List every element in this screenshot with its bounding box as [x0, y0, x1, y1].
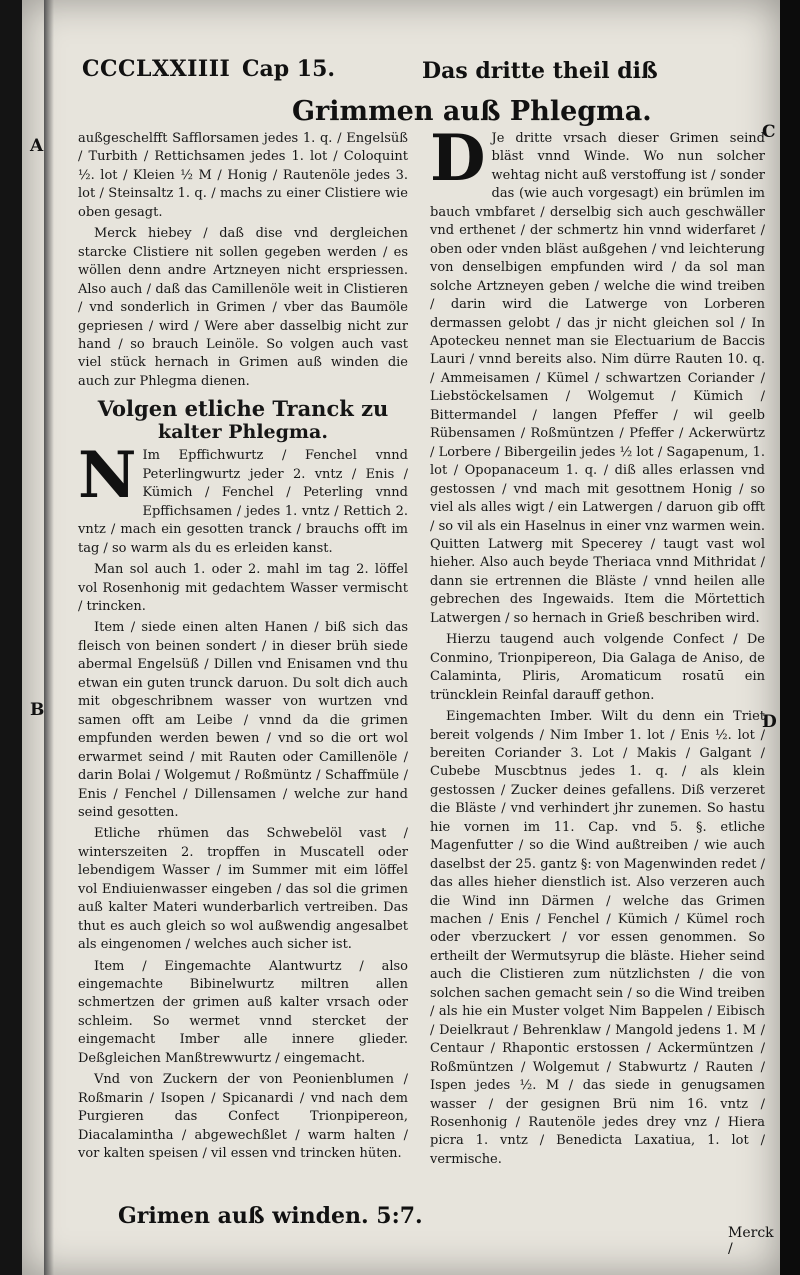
chapter-label: Cap 15. [242, 56, 336, 82]
drop-cap-n: N [78, 438, 137, 514]
left-paragraph-5: Item / siede einen alten Hanen / biß sich das fleisch von beinen sondert / in dieser brüh siede abermal Engelsüß / Dillen vnd Enisamen vnd thu etwan ein guten trunck daruon. Du solt dich auch mit obgeschribnem wasser von wurtzen vnd samen offt am Leibe / vnnd da die grimen empfunden werden bewen / vnd so die ort wol erwarmet seind / mit Rauten oder Camillenöle / darin Bolai / Wolgemut / Roßmüntz / Schaffmüle / Enis / Fenchel / Dillensamen / welche zur hand seind gesotten. [78, 620, 408, 820]
page-fold-shadow [44, 0, 54, 1275]
margin-letter-b: B [30, 700, 45, 720]
page-header [52, 56, 752, 96]
right-paragraph-1 [430, 121, 765, 628]
margin-letter-a: A [30, 136, 44, 156]
left-paragraph-3-text: Im Epffichwurtz / Fenchel vnnd Peterlingwurtz jeder 2. vntz / Enis / Kümich / Fenchel / Peterling vnnd Epffichsamen / jedes 1. vntz / Rettich 2. vntz / mach ein gesotten tranck / brauchs offt im tag / so warm als du es erleiden kanst. [78, 448, 408, 556]
book-gutter-shadow [0, 0, 22, 1275]
left-column [78, 130, 408, 1167]
left-paragraph-8: Vnd von Zuckern der von Peonienblumen / Roßmarin / Isopen / Spicanardi / vnd nach dem Purgieren das Confect Trionpipereon, Diacalamintha / abgewechßlet / warm halten / vor kalten speisen / vil essen vnd trincken hüten. [78, 1072, 408, 1162]
margin-letter-c: C [762, 122, 776, 142]
left-paragraph-6: Etliche rhümen das Schwebelöl vast / winterszeiten 2. tropffen in Muscatell oder lebendigem Wasser / im Summer mit eim löffel vol Endiuienwasser eingeben / das sol die grimen auß kalter Materi wunderbarlich vertreiben. Das thut es auch gleich so wol außwendig angesalbet als eingenomen / welches auch sicher ist. [78, 826, 408, 953]
left-paragraph-1: außgeschelfft Safflorsamen jedes 1. q. / Engelsüß / Turbith / Rettichsamen jedes 1. lot / Coloquint ½. lot / Kleien ½ M / Honig / Rautenöle jedes 3. lot / Steinsaltz 1. q. / machs zu einer Clistiere wie oben gesagt. [78, 131, 408, 220]
right-paragraph-1-text: Je dritte vrsach dieser Grimen seind bläst vnnd Winde. Wo nun solcher wehtag nicht auß verstoffung ist / sonder das (wie auch vorgesagt) ein brümlen im bauch vmbfaret / derselbig sich auch geschwäller vnd erthenet / der schmertz hin vnnd widerfaret / oben oder vnden bläst außgehen / vnd leichterung von denselbigen empfunden wird / da sol man solche Artzneyen geben / welche die wind treiben / darin wird die Latwerge von Lorberen dermassen gelobt / das jr nicht gleichen sol / In Apoteckeu nennet man sie Electuarium de Baccis Lauri / vnnd bereits also. Nim dürre Rauten 10. q. / Ammeisamen / Kümel / schwartzen Coriander / Liebstöckelsamen / Wolgemut / Kümich / Bittermandel / langen Pfeffer / wil geelb Rübensamen / Roßmüntzen / Pfeffer / Ackerwürtz / Lorbere / Bibergeilin jedes ½ lot / Sagapenum, 1. lot / Opopanaceum 1. q. / diß alles erlassen vnd gestossen / vnd mach mit gesottnem Honig / so viel als alles wigt / ein Latwergen / daruon gib offt / so vil als ein Haselnus in einer vnz warmen wein. Quitten Latwerg mit Specerey / taugt vast wol hieher. Also auch beyde Theriaca vnnd Mithridat / dann sie ertrennen die Bläste / vnnd heilen alle gebrechen des Ingewaids. Item die Mörtettich Latwergen / so hernach in Grieß beschriben wird. [430, 131, 765, 626]
right-paragraph-3: Eingemachten Imber. Wilt du denn ein Triet bereit volgends / Nim Imber 1. lot / Enis ½. lot / bereiten Coriander 3. Lot / Makis / Galgant / Cubebe Muscbtnus jedes 1. q. / als klein gestossen / Zucker deines gefallens. Diß verzeret die Bläste / vnd verhindert jhr zunemen. So hastu hie vornen im 11. Cap. vnd 5. §. etliche Magenfutter / so die Wind außtreiben / wie auch daselbst der 25. gantz §: von Magenwinden redet / das alles hieher dienstlich ist. Also verzeren auch die Wind inn Därmen / welche das Grimen machen / Enis / Fenchel / Kümich / Kümel roch oder vberzuckert / vor essen genommen. So ertheilt der Wermutsyrup die bläste. Hieher seind auch die Clistieren zum nützlichsten / die von solchen sachen gemacht sein / so die Wind treiben / als hie ein Muster volget Nim Bappelen / Eibisch / Deielkraut / Behrenklaw / Mangold jedens 1. M / Centaur / Rhapontic erstossen / Ackermüntzen / Roßmüntzen / Wolgemut / Stabwurtz / Rauten / Ispen jedes ½. M / das siede in genugsamen wasser / der gesignen Brü nim 16. vntz / Rosenhonig / Rautenöle jedes drey vnz / Hiera picra 1. vntz / Benedicta Laxatiua, 1. lot / vermische. [430, 709, 765, 1167]
left-paragraph-7: Item / Eingemachte Alantwurtz / also eingemachte Bibinelwurtz miltren allen schmertzen der grimen auß kalter vrsach oder schleim. So wermet vnnd stercket der eingemacht Imber alle innere glieder. Deßgleichen Manßtrewwurtz / eingemacht. [78, 958, 408, 1066]
section-title: Grimmen auß Phlegma. [292, 96, 652, 127]
book-page [22, 0, 780, 1275]
running-head: Das dritte theil diß [422, 58, 658, 84]
left-paragraph-2: Merck hiebey / daß dise vnd dergleichen starcke Clistiere nit sollen gegeben werden / es wöllen denn andre Artzneyen nicht erspriessen. Also auch / daß das Camillenöle weit in Clistieren / vnd sonderlich in Grimen / vber das Baumöle gepriesen / wird / Were aber dasselbig nicht zur hand / so brauch Leinöle. So volgen auch vast viel stück hernach in Grimen auß winden die auch zur Phlegma dienen. [78, 226, 408, 389]
left-paragraph-3 [78, 438, 408, 558]
catchword: Merck / [728, 1225, 774, 1257]
left-paragraph-4: Man sol auch 1. oder 2. mahl im tag 2. löffel vol Rosenhonig mit gedachtem Wasser vermischt / trincken. [78, 562, 408, 614]
drop-cap-d: D [430, 121, 486, 196]
right-paragraph-2: Hierzu taugend auch volgende Confect / De Conmino, Trionpipereon, Dia Galaga de Aniso, de Calaminta, Pliris, Aromaticum rosatū ein trüncklein Reinfal darauff gethon. [430, 632, 765, 703]
left-closing-heading: Grimen auß winden. 5:7. [118, 1203, 423, 1229]
left-subheading-line-1: Volgen etliche Tranck zu [97, 396, 389, 422]
left-subheading-line-2: kalter Phlegma. [158, 421, 328, 444]
right-column [430, 121, 765, 1172]
folio-number: CCCLXXIIII [82, 56, 231, 82]
margin-letter-d: D [762, 712, 777, 732]
